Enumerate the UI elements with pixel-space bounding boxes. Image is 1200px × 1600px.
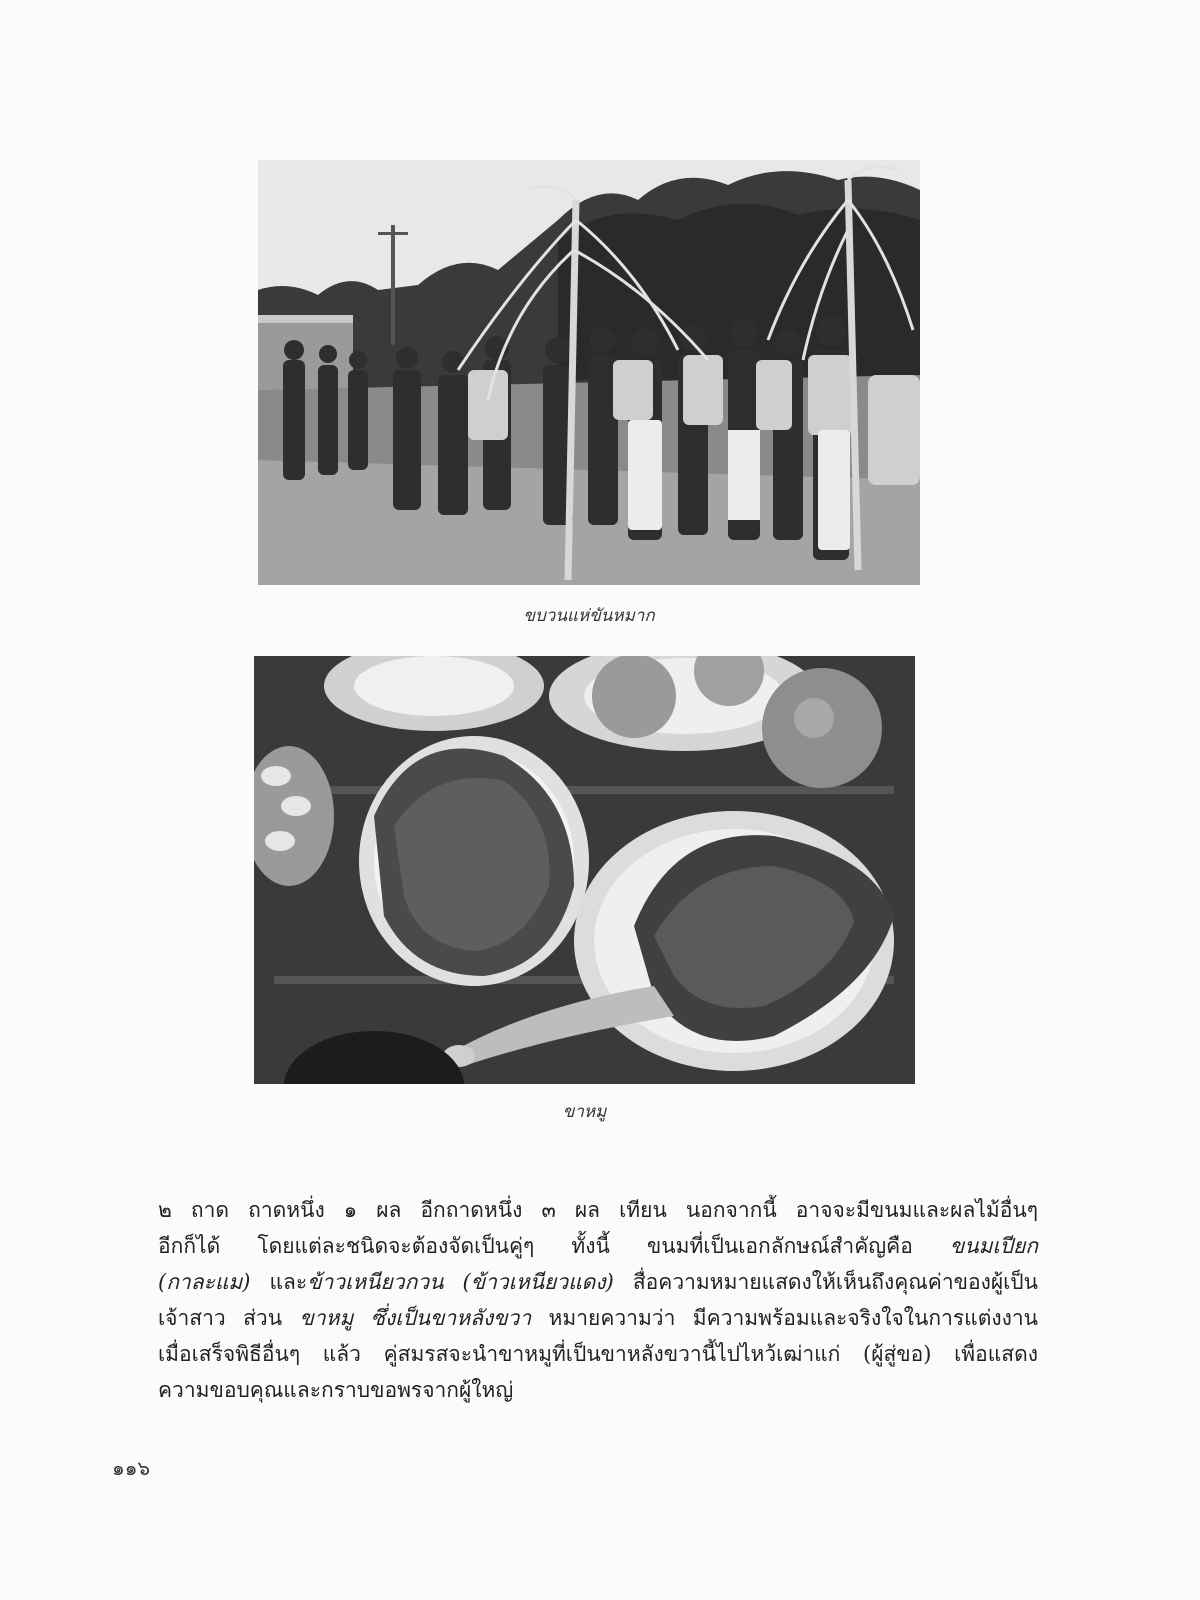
body-line-5: เมื่อเสร็จพิธีอื่นๆ แล้ว คู่สมรสจะนำขาหมูที่เป็นขาหลังขวานี้ไปไหว้เฒ่าแก่ (ผู้สู่ขอ) เพื่อแสดง — [158, 1342, 1038, 1366]
body-line-4: เจ้าสาว ส่วน ขาหมู ซึ่งเป็นขาหลังขวา หมายความว่า มีความพร้อมและจริงใจในการแต่งงาน — [158, 1306, 1038, 1330]
pork-leg-photo — [254, 656, 915, 1084]
pork-leg-photo-graphic — [254, 656, 915, 1084]
pork-leg-caption: ขาหมู — [562, 1102, 607, 1122]
term-kalamae: (กาละแม) — [158, 1270, 251, 1294]
procession-photo-graphic — [258, 160, 920, 585]
term-khao-niao-kuan: ข้าวเหนียวกวน (ข้าวเหนียวแดง) — [307, 1270, 614, 1294]
body-line-1: ๒ ถาด ถาดหนึ่ง ๑ ผล อีกถาดหนึ่ง ๓ ผล เทียน นอกจากนี้ อาจจะมีขนมและผลไม้อื่นๆ — [158, 1198, 1038, 1222]
term-kha-mu: ขาหมู ซึ่งเป็นขาหลังขวา — [299, 1306, 532, 1330]
body-line-2: อีกก็ได้ โดยแต่ละชนิดจะต้องจัดเป็นคู่ๆ ทั้งนี้ ขนมที่เป็นเอกลักษณ์สำคัญคือ ขนมเปียก — [158, 1234, 1038, 1258]
procession-caption: ขบวนแห่ขันหมาก — [523, 606, 655, 626]
term-khanom-piak: ขนมเปียก — [949, 1234, 1038, 1258]
page-number: ๑๑๖ — [112, 1456, 151, 1480]
procession-photo — [258, 160, 920, 585]
body-line-6: ความขอบคุณและกราบขอพรจากผู้ใหญ่ — [158, 1378, 514, 1402]
body-paragraph — [158, 1192, 1038, 1408]
body-line-3: (กาละแม) และข้าวเหนียวกวน (ข้าวเหนียวแดง) สื่อความหมายแสดงให้เห็นถึงคุณค่าของผู้เป็น — [158, 1270, 1038, 1294]
